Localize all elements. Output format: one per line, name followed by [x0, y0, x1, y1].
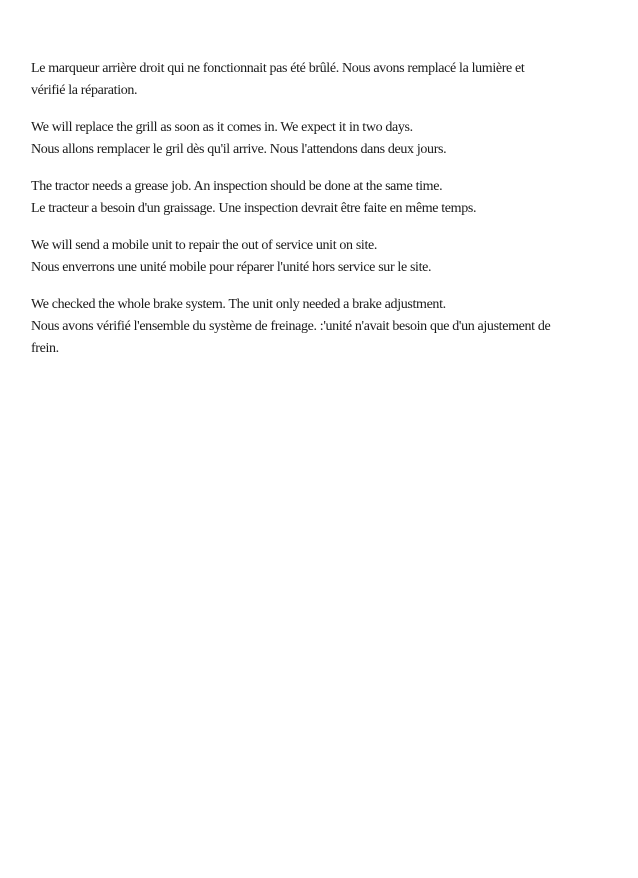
paragraph-line: We checked the whole brake system. The unit only needed a brake adjustment.: [31, 297, 446, 312]
paragraph-line: Le marqueur arrière droit qui ne fonctionnait pas été brûlé. Nous avons remplacé la lumière et: [31, 61, 525, 76]
paragraph-3: [31, 176, 611, 220]
paragraph-line: vérifié la réparation.: [31, 83, 138, 98]
paragraph-4: [31, 235, 611, 279]
paragraph-line: frein.: [31, 341, 59, 356]
paragraph-1: [31, 58, 611, 102]
paragraph-2: [31, 117, 611, 161]
paragraph-line: We will replace the grill as soon as it comes in. We expect it in two days.: [31, 120, 413, 135]
paragraph-line: Nous enverrons une unité mobile pour réparer l'unité hors service sur le site.: [31, 260, 432, 275]
document-body: [31, 58, 611, 375]
paragraph-line: The tractor needs a grease job. An inspection should be done at the same time.: [31, 179, 443, 194]
paragraph-line: Nous avons vérifié l'ensemble du système de freinage. :'unité n'avait besoin que d'un ajustement de: [31, 319, 551, 334]
paragraph-line: Nous allons remplacer le gril dès qu'il arrive. Nous l'attendons dans deux jours.: [31, 142, 447, 157]
paragraph-5: [31, 294, 611, 360]
paragraph-line: Le tracteur a besoin d'un graissage. Une inspection devrait être faite en même temps.: [31, 201, 477, 216]
paragraph-line: We will send a mobile unit to repair the out of service unit on site.: [31, 238, 378, 253]
